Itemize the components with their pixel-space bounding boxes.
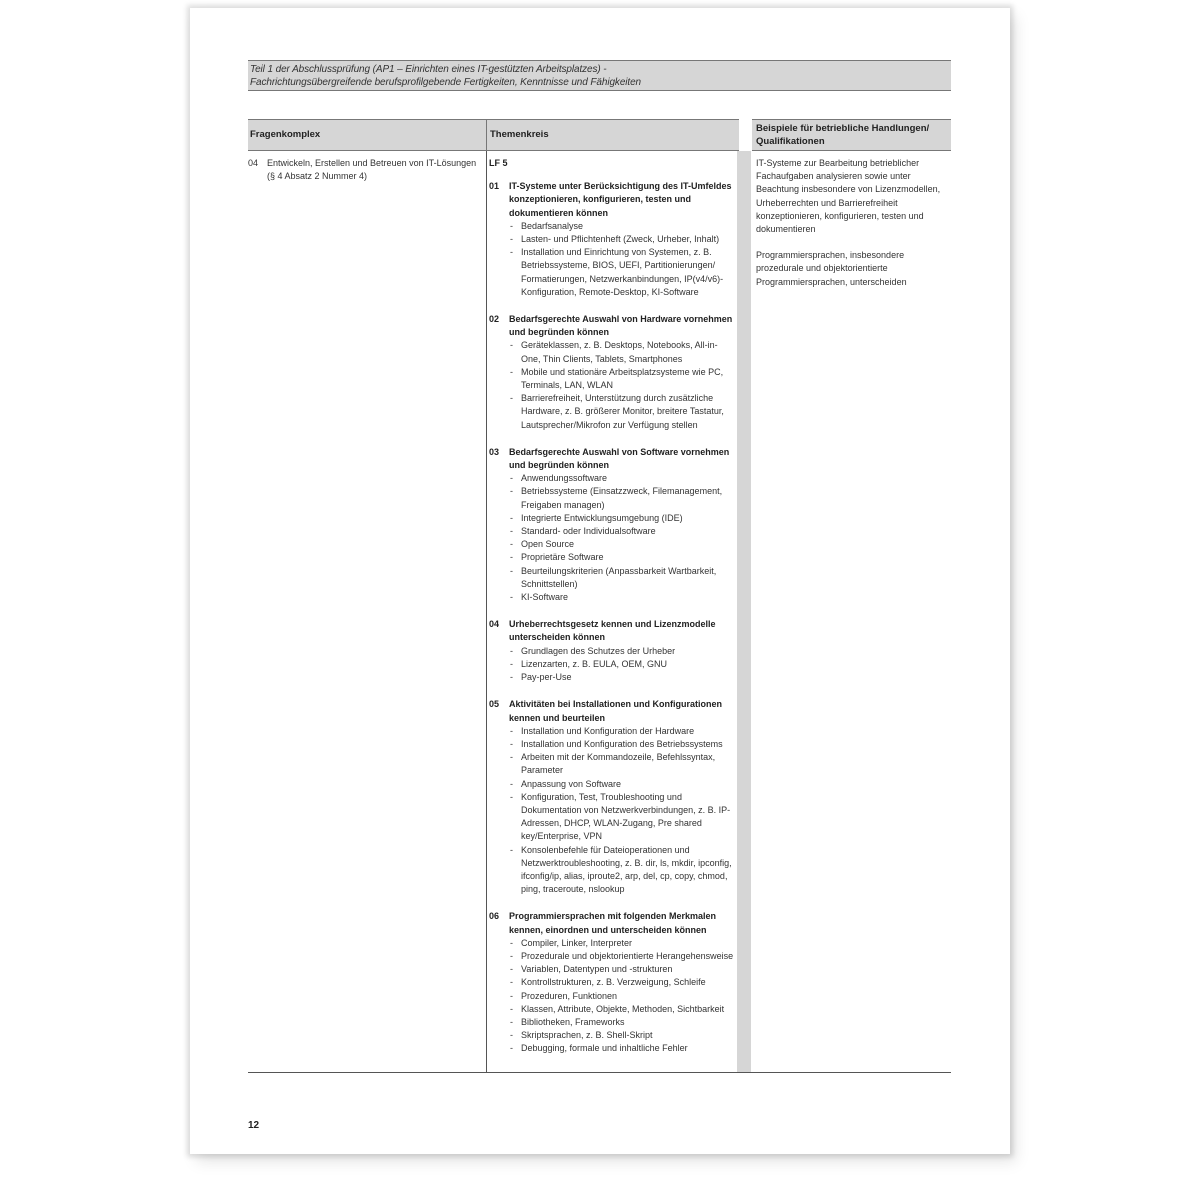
topic-number: 02 — [489, 314, 500, 325]
list-item: - Debugging, formale und inhaltliche Fehler — [521, 1042, 735, 1055]
themenkreis-cell — [489, 157, 735, 1070]
topic-title: Aktivitäten bei Installationen und Konfigurationen kennen und beurteilen — [509, 699, 723, 723]
list-item: - Betriebssysteme (Einsatzzweck, Filemanagement, Freigaben managen) — [521, 485, 735, 511]
list-item: - Mobile und stationäre Arbeitsplatzsysteme wie PC, Terminals, LAN, WLAN — [521, 366, 735, 392]
topic-title: Bedarfsgerechte Auswahl von Software vornehmen und begründen können — [509, 446, 730, 471]
beispiel-paragraph: Programmiersprachen, insbesondere prozedurale und objektorientierte Programmiersprachen, unterscheiden — [756, 250, 907, 287]
fragenkomplex-text: Entwickeln, Erstellen und Betreuen von IT-Lösungen (§ 4 Absatz 2 Nummer 4) — [267, 158, 477, 182]
topic-title: Urheberrechtsgesetz kennen und Lizenzmodelle unterscheiden können — [509, 619, 716, 643]
list-item: - Bibliotheken, Frameworks — [521, 1016, 735, 1029]
topic-item-list — [489, 937, 735, 1056]
topic-number: 06 — [489, 911, 500, 922]
exam-header-line-2: Fachrichtungsübergreifende berufsprofilgebende Fertigkeiten, Kenntnisse und Fähigkeiten — [250, 76, 641, 88]
topic-item-list — [489, 645, 735, 685]
topic — [489, 446, 735, 604]
topic-item-list — [489, 725, 735, 897]
list-item: - Lizenzarten, z. B. EULA, OEM, GNU — [521, 658, 735, 671]
list-item: - Prozeduren, Funktionen — [521, 990, 735, 1003]
list-item: - Klassen, Attribute, Objekte, Methoden, Sichtbarkeit — [521, 1003, 735, 1016]
fragenkomplex-number: 04 — [248, 158, 259, 168]
topic-number: 05 — [489, 699, 500, 710]
column-header-fragenkomplex: Fragenkomplex — [248, 119, 486, 151]
topic-title: Programmiersprachen mit folgenden Merkmalen kennen, einordnen und unterscheiden können — [509, 911, 717, 935]
exam-header-line-1: Teil 1 der Abschlussprüfung (AP1 – Einrichten eines IT-gestützten Arbeitsplatzes) - — [250, 64, 607, 75]
topic-title: Bedarfsgerechte Auswahl von Hardware vornehmen und begründen können — [509, 314, 733, 338]
list-item: - Integrierte Entwicklungsumgebung (IDE) — [521, 512, 735, 525]
exam-header — [248, 60, 951, 91]
list-item: - Grundlagen des Schutzes der Urheber — [521, 645, 735, 658]
list-item: - Konfiguration, Test, Troubleshooting und Dokumentation von Netzwerkverbindungen, z. B. IP-Adressen, DHCP, WLAN-Zugang, Pre shared key/Enterprise, VPN — [521, 791, 735, 844]
list-item: - Installation und Konfiguration des Betriebssystems — [521, 738, 735, 751]
list-item: - Beurteilungskriterien (Anpassbarkeit Wartbarkeit, Schnittstellen) — [521, 565, 735, 591]
list-item: - Skriptsprachen, z. B. Shell-Skript — [521, 1029, 735, 1042]
column-shading-strip — [737, 151, 751, 1073]
topic-item-list — [489, 220, 735, 299]
list-item: - Bedarfsanalyse — [521, 220, 735, 233]
list-item: - Variablen, Datentypen und -strukturen — [521, 963, 735, 976]
topic-item-list — [489, 339, 735, 431]
list-item: - Geräteklassen, z. B. Desktops, Notebooks, All-in-One, Thin Clients, Tablets, Smartphones — [521, 339, 735, 365]
topic — [489, 180, 735, 299]
column-header-themenkreis: Themenkreis — [486, 119, 739, 151]
lernfeld-label: LF 5 — [489, 158, 508, 168]
list-item: - Proprietäre Software — [521, 551, 735, 564]
topic-item-list — [489, 472, 735, 604]
list-item: - Lasten- und Pflichtenheft (Zweck, Urheber, Inhalt) — [521, 233, 735, 246]
topic-number: 04 — [489, 619, 500, 630]
list-item: - Compiler, Linker, Interpreter — [521, 937, 735, 950]
list-item: - Anwendungssoftware — [521, 472, 735, 485]
topic — [489, 698, 735, 896]
topic — [489, 313, 735, 432]
topic-number: 01 — [489, 181, 500, 192]
column-header-beispiele: Beispiele für betriebliche Handlungen/ Qualifikationen — [752, 119, 951, 151]
topic-list — [489, 180, 735, 1055]
topic-title: IT-Systeme unter Berücksichtigung des IT-Umfeldes konzeptionieren, konfigurieren, testen und dokumentieren können — [509, 181, 732, 218]
list-item: - Installation und Konfiguration der Hardware — [521, 725, 735, 738]
list-item: - Pay-per-Use — [521, 671, 735, 684]
list-item: - Arbeiten mit der Kommandozeile, Befehlssyntax, Parameter — [521, 751, 735, 777]
beispiele-cell — [756, 157, 952, 302]
list-item: - Barrierefreiheit, Unterstützung durch zusätzliche Hardware, z. B. größerer Monitor, breitere Tastatur, Lautsprecher/Mikrofon zur Verfügung stellen — [521, 392, 735, 432]
list-item: - Prozedurale und objektorientierte Herangehensweise — [521, 950, 735, 963]
list-item: - Standard- oder Individualsoftware — [521, 525, 735, 538]
list-item: - KI-Software — [521, 591, 735, 604]
list-item: - Installation und Einrichtung von Systemen, z. B. Betriebssysteme, BIOS, UEFI, Partitionierungen/ Formatierungen, Netzwerkanbindungen, IP(v4/v6)-Konfiguration, Remote-Desktop, KI-Software — [521, 246, 735, 299]
topic — [489, 618, 735, 684]
topic — [489, 910, 735, 1055]
page-number: 12 — [248, 1120, 260, 1131]
list-item: - Kontrollstrukturen, z. B. Verzweigung, Schleife — [521, 976, 735, 989]
beispiel-paragraph: IT-Systeme zur Bearbeitung betrieblicher Fachaufgaben analysieren sowie unter Beachtung insbesondere von Lizenzmodellen, Urheberrechten und Barrierefreiheit konzeptionieren, konfigurieren, testen und dokumentieren — [756, 158, 941, 235]
list-item: - Open Source — [521, 538, 735, 551]
list-item: - Anpassung von Software — [521, 778, 735, 791]
column-divider — [486, 151, 487, 1073]
list-item: - Konsolenbefehle für Dateioperationen und Netzwerktroubleshooting, z. B. dir, ls, mkdir, ipconfig, ifconfig/ip, alias, iproute2, arp, del, cp, copy, chmod, ping, traceroute, nslookup — [521, 844, 735, 897]
topic-number: 03 — [489, 446, 500, 457]
table-bottom-rule — [248, 1072, 951, 1073]
document-page — [190, 8, 1010, 1154]
